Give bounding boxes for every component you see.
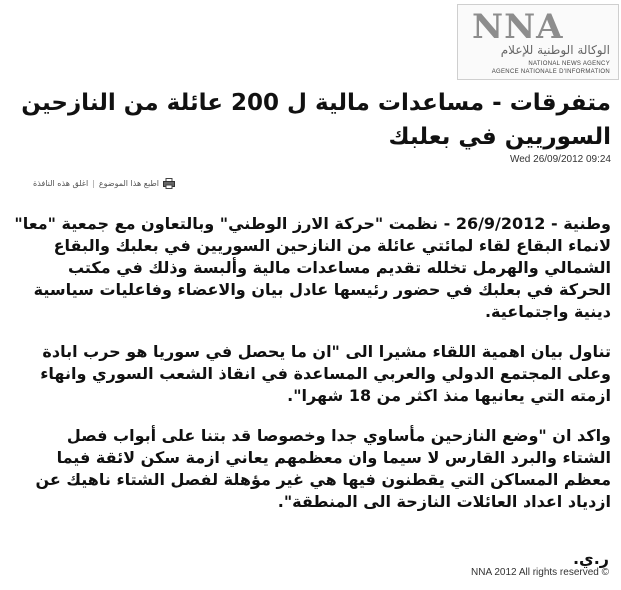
- close-window-link[interactable]: اغلق هذه النافذة: [33, 179, 89, 188]
- article-title: متفرقات - مساعدات مالية ل 200 عائلة من النازحين السوريين في بعلبك: [21, 90, 611, 150]
- nna-logo: [457, 4, 619, 80]
- article-paragraph: واكد ان "وضع النازحين مأساوي جدا وخصوصا قد بتنا على أبواب فصل الشتاء والبرد القارس لا سيما وان معظمهم يعاني ازمة سكن لائقة فيما معظم المساكن التي يقطنون فيها هي غير مؤهلة لفصل الشتاء ناهيك عن ازدياد اعداد العائلات النازحة الى المنطقة".: [35, 426, 611, 511]
- logo-arabic-name: الوكالة الوطنية للإعلام: [500, 43, 610, 57]
- article-paragraph: تناول بيان اهمية اللقاء مشيرا الى "ان ما يحصل في سوريا هو حرب ابادة وعلى المجتمع الدولي والعربي المساعدة في انقاذ الشعب السوري وانهاء ازمته التي يعانيها منذ اكثر من 18 شهرا".: [40, 342, 611, 405]
- article-tools: [33, 178, 175, 189]
- logo-letters: NNA: [472, 7, 564, 47]
- article-date: Wed 26/09/2012 09:24: [509, 154, 611, 165]
- print-article-link[interactable]: اطبع هذا الموضوع: [98, 179, 159, 188]
- tools-separator: |: [92, 179, 95, 188]
- logo-english-name: NATIONAL NEWS AGENCY: [528, 61, 610, 67]
- article-paragraph: وطنية - 26/9/2012 - نظمت "حركة الارز الوطني" وبالتعاون مع جمعية "معا" لانماء البقاع لقاء لمائتي عائلة من النازحين السوريين في بعلبك والبقاع الشمالي والهرمل تخلله تقديم مساعدات مالية وألبسة وذلك في مكتب الحركة في بعلبك في حضور رئيسها عادل بيان والاعضاء وفاعليات سياسية دينية واجتماعية.: [14, 214, 611, 321]
- author-signature: ر.ي.: [572, 549, 609, 568]
- copyright-notice: NNA 2012 All rights reserved ©: [471, 567, 609, 578]
- logo-french-name: AGENCE NATIONALE D'INFORMATION: [491, 69, 610, 75]
- article-body: [14, 213, 611, 531]
- printer-icon[interactable]: [163, 178, 175, 189]
